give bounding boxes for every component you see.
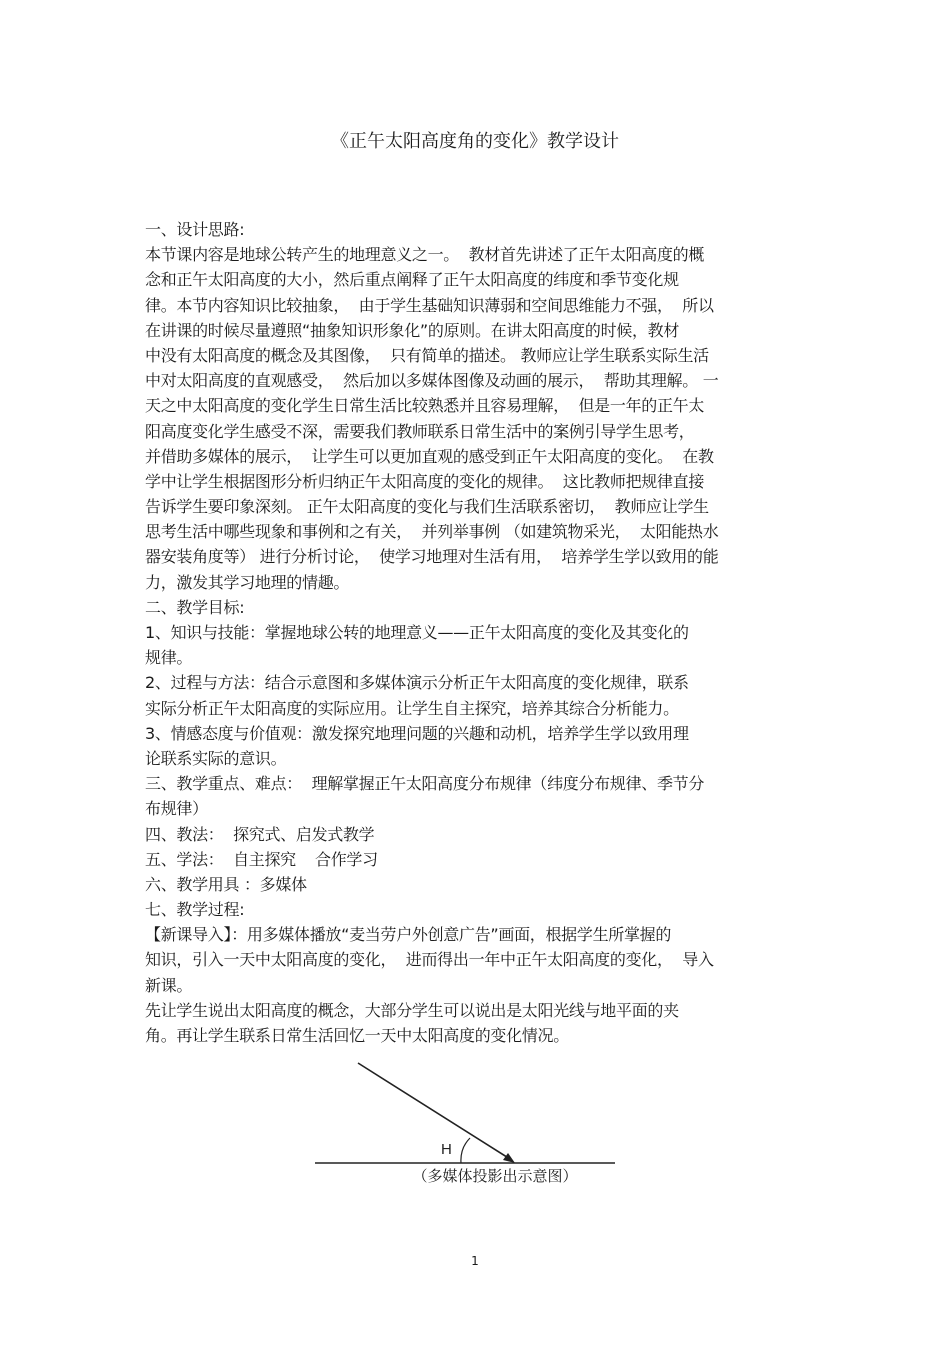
text-line: 先让学生说出太阳高度的概念，大部分学生可以说出是太阳光线与地平面的夹: [145, 1000, 679, 1020]
text-line: 念和正午太阳高度的大小，然后重点阐释了正午太阳高度的纬度和季节变化规: [145, 270, 679, 290]
text-line: 一、设计思路:: [145, 220, 245, 239]
text-line: 新课。: [145, 975, 193, 995]
document-title: 《正午太阳高度角的变化》教学设计: [331, 131, 619, 152]
text-line: 规律。: [145, 648, 193, 668]
section-heading: 三、教学重点、难点： 理解掌握正午太阳高度分布规律（纬度分布规律、季节分: [145, 774, 705, 794]
section-heading: 六、教学用具 ：多媒体: [145, 874, 307, 894]
text-line: 力，激发其学习地理的情趣。: [145, 572, 350, 592]
sun-ray-line: [358, 1063, 510, 1159]
text-line: 论联系实际的意识。: [145, 748, 287, 768]
text-line: 实际分析正午太阳高度的实际应用。让学生自主探究，培养其综合分析能力。: [145, 698, 679, 718]
solar-altitude-diagram: [315, 1060, 620, 1170]
text-line: 2、过程与方法：结合示意图和多媒体演示分析正午太阳高度的变化规律，联系: [145, 673, 689, 693]
section-heading: 五、学法： 自主探究 合作学习: [145, 849, 378, 869]
text-line: 阳高度变化学生感受不深，需要我们教师联系日常生活中的案例引导学生思考，: [145, 421, 695, 441]
text-line: 思考生活中哪些现象和事例和之有关， 并列举事例 （如建筑物采光， 太阳能热水: [145, 522, 719, 542]
section-heading: 七、教学过程:: [145, 900, 245, 920]
text-line: 知识，引入一天中太阳高度的变化， 进而得出一年中正午太阳高度的变化， 导入: [145, 950, 714, 970]
text-line: 学中让学生根据图形分析归纳正午太阳高度的变化的规律。 这比教师把规律直接: [145, 471, 705, 491]
text-line: 中没有太阳高度的概念及其图像， 只有简单的描述。 教师应让学生联系实际生活: [145, 345, 709, 365]
text-line: 1、知识与技能：掌握地球公转的地理意义——正午太阳高度的变化及其变化的: [145, 623, 689, 642]
text-line: 天之中太阳高度的变化学生日常生活比较熟悉并且容易理解， 但是一年的正午太: [145, 396, 705, 416]
text-line: 本节课内容是地球公转产生的地理意义之一。 教材首先讲述了正午太阳高度的概: [145, 245, 705, 265]
figure-caption: （多媒体投影出示意图）: [412, 1167, 578, 1185]
text-line: 角。再让学生联系日常生活回忆一天中太阳高度的变化情况。: [145, 1026, 569, 1045]
section-heading: 四、教法： 探究式、启发式教学: [145, 824, 375, 844]
text-line: 布规律）: [145, 799, 208, 819]
text-line: 器安装角度等） 进行分析讨论， 使学习地理对生活有用， 培养学生学以致用的能: [145, 547, 719, 567]
text-line: 在讲课的时候尽量遵照“抽象知识形象化”的原则。在讲太阳高度的时候，教材: [145, 320, 680, 340]
text-line: 3、情感态度与价值观：激发探究地理问题的兴趣和动机，培养学生学以致用理: [145, 723, 689, 743]
text-line: 律。本节内容知识比较抽象， 由于学生基础知识薄弱和空间思维能力不强， 所以: [145, 295, 714, 315]
page-number: 1: [471, 1254, 479, 1268]
text-line: 并借助多媒体的展示， 让学生可以更加直观的感受到正午太阳高度的变化。 在教: [145, 446, 714, 466]
sun-ray-arrowhead: [503, 1153, 515, 1163]
text-line: 告诉学生要印象深刻。 正午太阳高度的变化与我们生活联系密切， 教师应让学生: [145, 497, 709, 517]
text-line: 中对太阳高度的直观感受， 然后加以多媒体图像及动画的展示， 帮助其理解。 一: [145, 371, 719, 391]
text-line: 【新课导入】：用多媒体播放“麦当劳户外创意广告”画面，根据学生所掌握的: [145, 925, 672, 945]
document-body: [145, 217, 815, 1048]
altitude-angle-arc: [461, 1138, 470, 1163]
angle-label: H: [441, 1141, 452, 1158]
section-heading: 二、教学目标:: [145, 597, 245, 617]
